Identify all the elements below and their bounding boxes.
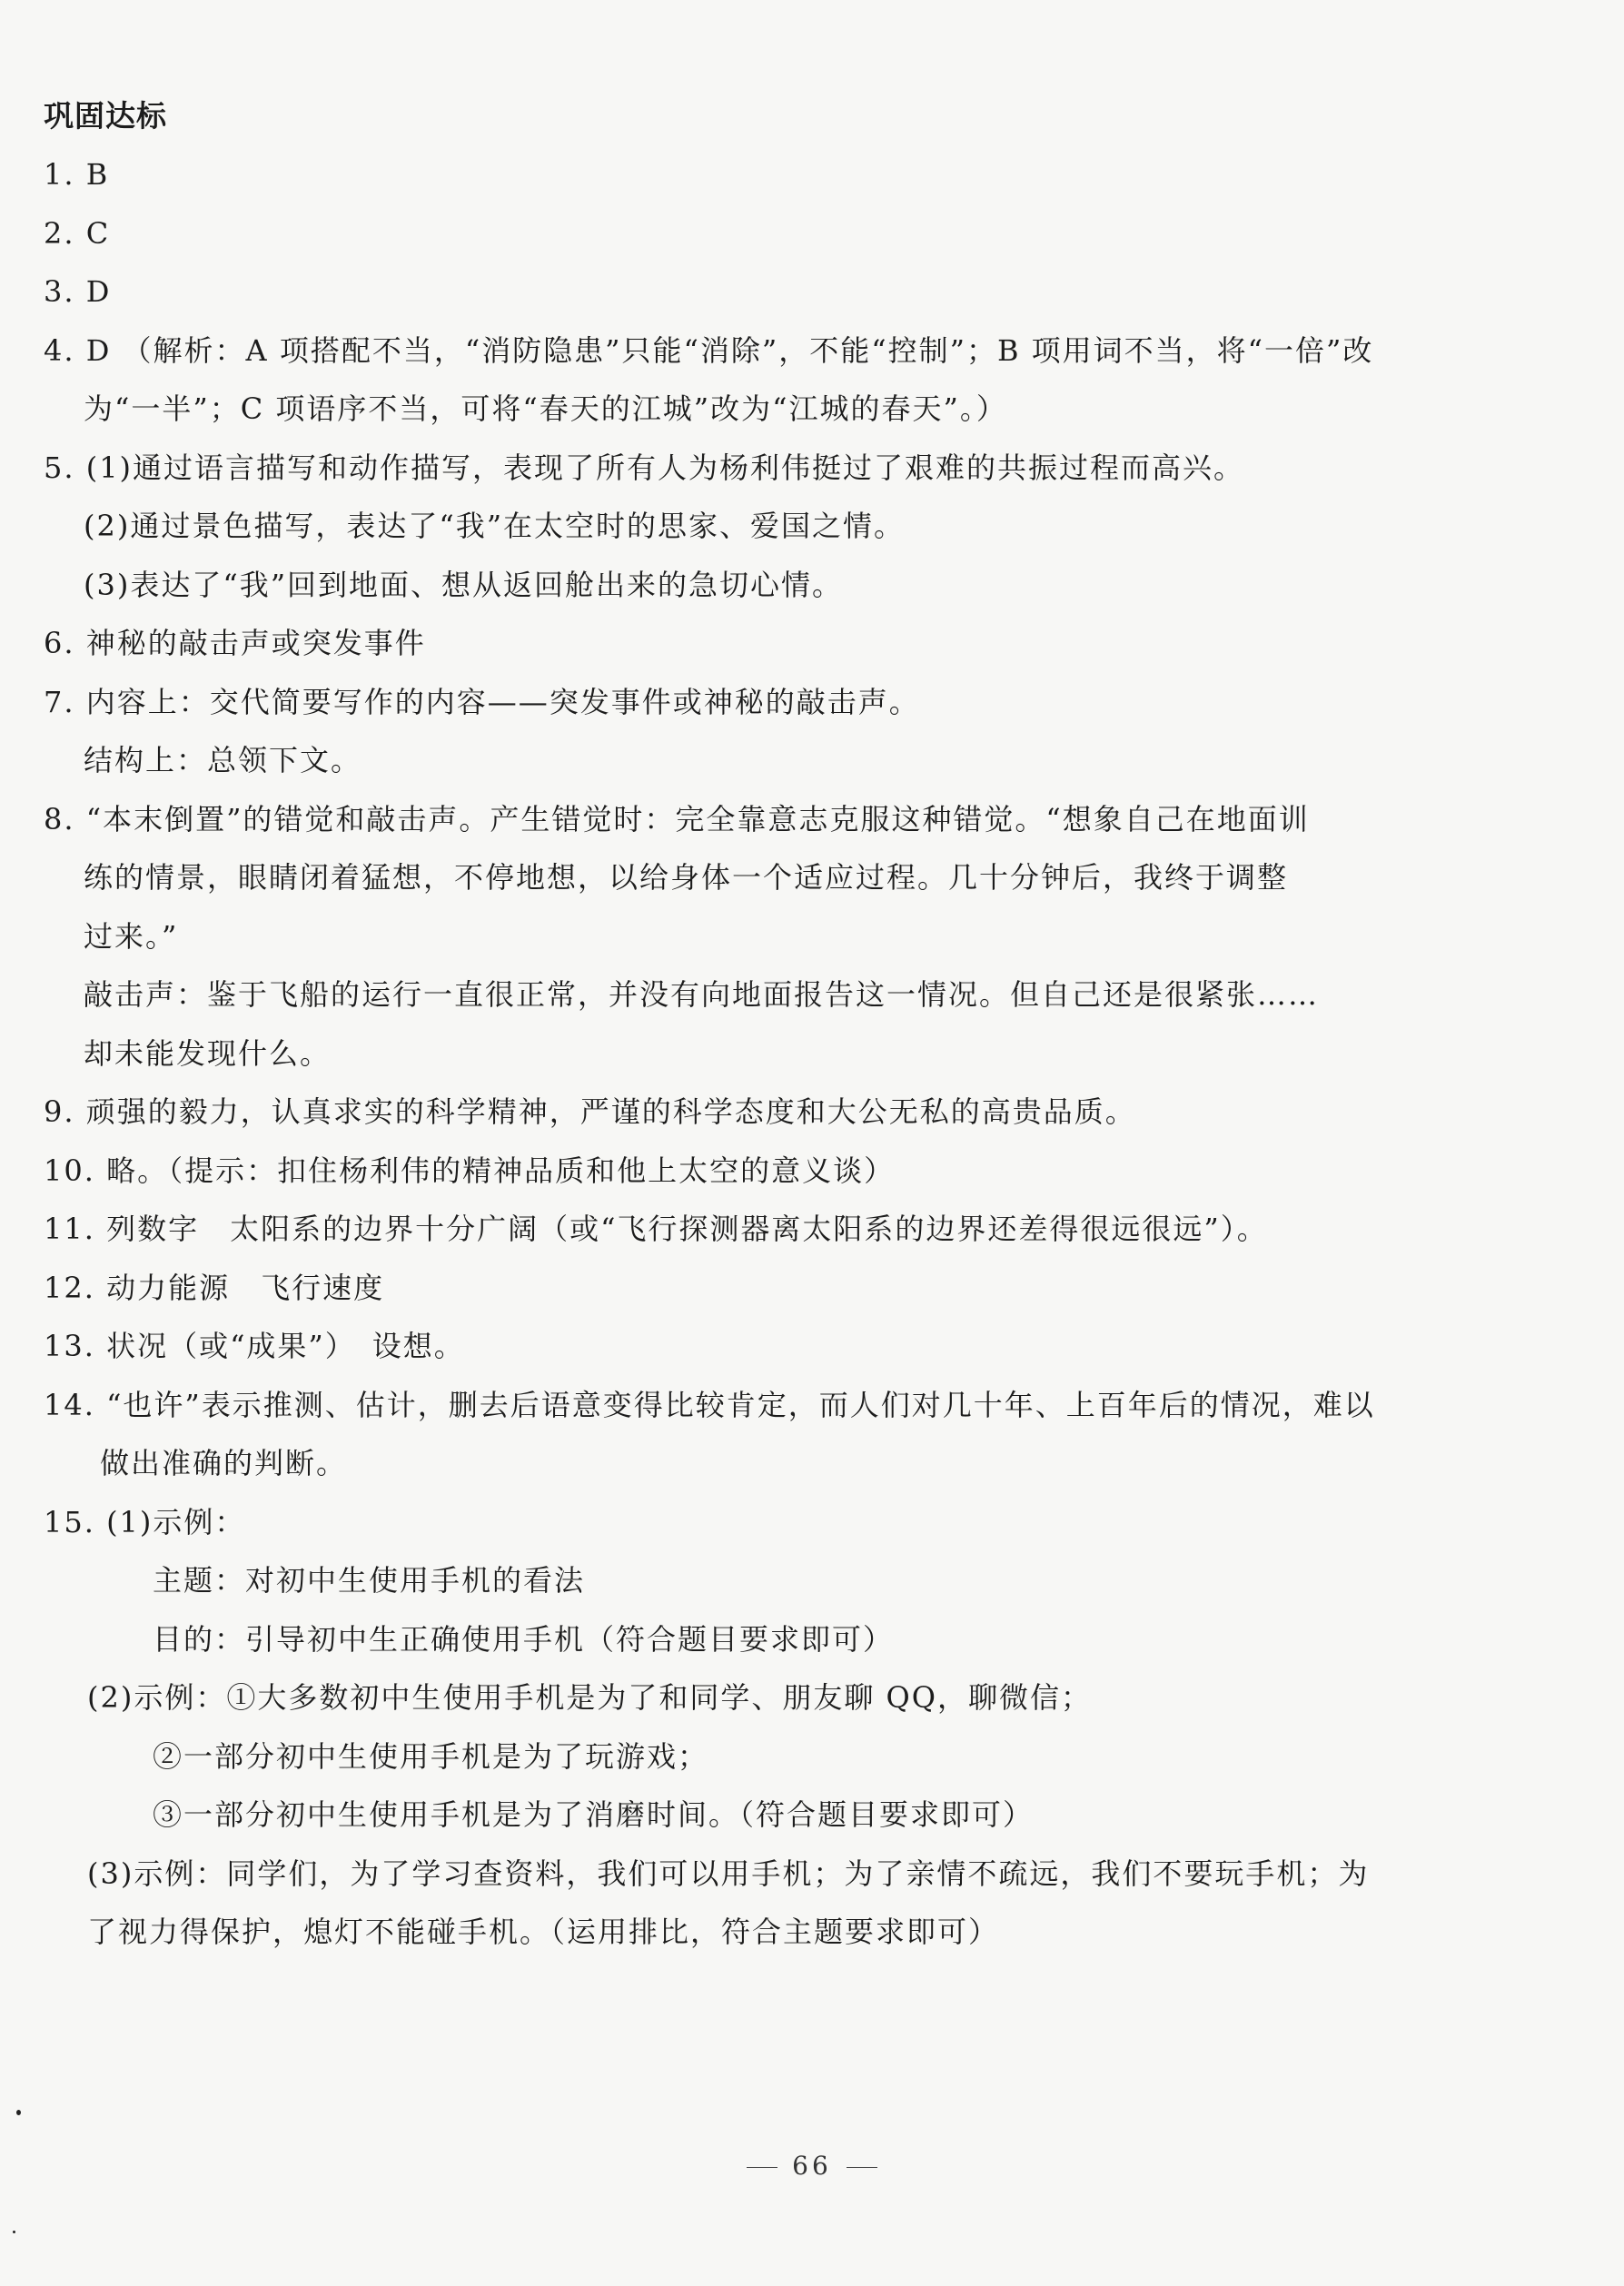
answer-line: 3. D xyxy=(44,274,112,309)
answer-line: 了视力得保护，熄灯不能碰手机。（运用排比，符合主题要求即可） xyxy=(87,1915,1000,1949)
footer-dash-left xyxy=(747,2167,777,2168)
answer-line: 为“一半”；C 项语序不当，可将“春天的江城”改为“江城的春天”。） xyxy=(84,391,1007,426)
answer-line: 15. (1)示例： xyxy=(44,1504,246,1539)
answer-line: 7. 内容上：交代简要写作的内容——突发事件或神秘的敲击声。 xyxy=(44,684,920,719)
answer-line: ③一部分初中生使用手机是为了消磨时间。（符合题目要求即可） xyxy=(153,1797,1035,1832)
answer-line: 8. “本末倒置”的错觉和敲击声。产生错觉时：完全靠意志克服这种错觉。“想象自己在地面训 xyxy=(44,801,1310,836)
answer-line: 2. C xyxy=(44,215,111,251)
answer-line: 13. 状况（或“成果”） 设想。 xyxy=(44,1329,465,1363)
scan-speck xyxy=(16,2110,21,2115)
scan-speck xyxy=(13,2231,15,2233)
answer-line: 10. 略。（提示：扣住杨利伟的精神品质和他上太空的意义谈） xyxy=(44,1153,896,1188)
answer-line: 4. D （解析：A 项搭配不当，“消防隐患”只能“消除”，不能“控制”；B 项用词不当，将“一倍”改 xyxy=(44,332,1374,368)
answer-page xyxy=(44,87,1442,1962)
page-number: 66 xyxy=(792,2151,832,2181)
answer-line: 却未能发现什么。 xyxy=(84,1035,332,1071)
footer-dash-right xyxy=(847,2167,877,2168)
answer-line: 5. (1)通过语言描写和动作描写，表现了所有人为杨利伟挺过了艰难的共振过程而高兴。 xyxy=(44,450,1245,485)
answer-line: 1. B xyxy=(44,157,110,192)
answer-line: 目的：引导初中生正确使用手机（符合题目要求即可） xyxy=(153,1621,895,1657)
answer-line: 做出准确的判断。 xyxy=(100,1446,348,1480)
page-footer xyxy=(0,2151,1624,2181)
answer-line: 练的情景，眼睛闭着猛想，不停地想，以给身体一个适应过程。几十分钟后，我终于调整 xyxy=(84,860,1289,895)
answer-line: 过来。” xyxy=(84,918,179,954)
answer-line: 12. 动力能源 飞行速度 xyxy=(44,1270,385,1305)
answer-line: ②一部分初中生使用手机是为了玩游戏； xyxy=(153,1738,709,1774)
answer-line: 主题：对初中生使用手机的看法 xyxy=(153,1563,586,1598)
section-heading: 巩固达标 xyxy=(44,98,167,134)
answer-line: 9. 顽强的毅力，认真求实的科学精神，严谨的科学态度和大公无私的高贵品质。 xyxy=(44,1094,1136,1129)
answer-line: (3)表达了“我”回到地面、想从返回舱出来的急切心情。 xyxy=(84,567,844,602)
answer-line: 11. 列数字 太阳系的边界十分广阔（或“飞行探测器离太阳系的边界还差得很远很远”）。 xyxy=(44,1212,1268,1246)
answer-line: 6. 神秘的敲击声或突发事件 xyxy=(44,626,426,660)
answer-line: (2)通过景色描写，表达了“我”在太空时的思家、爱国之情。 xyxy=(84,509,906,543)
answer-line: (2)示例：①大多数初中生使用手机是为了和同学、朋友聊 QQ，聊微信； xyxy=(87,1680,1092,1715)
answer-line: 结构上：总领下文。 xyxy=(84,743,362,777)
answer-line: 14. “也许”表示推测、估计，删去后语意变得比较肯定，而人们对几十年、上百年后的情况，难以 xyxy=(44,1387,1375,1422)
answer-line: (3)示例：同学们，为了学习查资料，我们可以用手机；为了亲情不疏远，我们不要玩手机；为 xyxy=(87,1856,1370,1891)
answer-line: 敲击声：鉴于飞船的运行一直很正常，并没有向地面报告这一情况。但自己还是很紧张…… xyxy=(84,977,1320,1012)
